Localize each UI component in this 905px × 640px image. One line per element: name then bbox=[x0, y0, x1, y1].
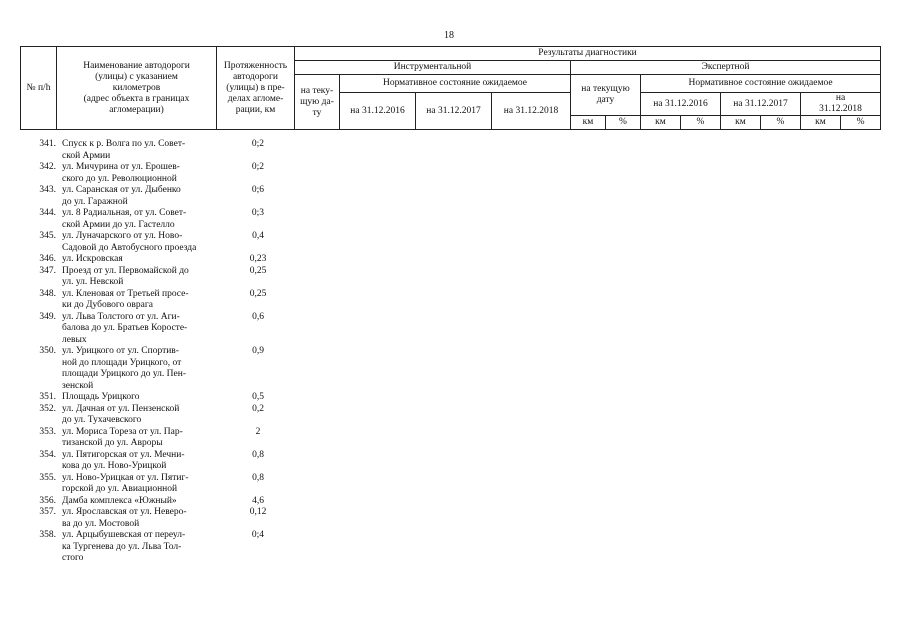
header-instr-2017: на 31.12.2017 bbox=[416, 93, 492, 130]
road-length: 0,25 bbox=[249, 265, 267, 276]
header-instr-2016: на 31.12.2016 bbox=[340, 93, 416, 130]
row-number: 358. bbox=[39, 530, 56, 540]
road-length: 0,25 bbox=[249, 288, 267, 299]
row-number: 352. bbox=[39, 403, 56, 414]
diagnostics-header-table bbox=[20, 46, 881, 130]
road-name: ул. Мориса Тореза от ул. Пар- тизанской до ул. Авроры bbox=[62, 426, 183, 448]
road-name: ул. Ново-Урицкая от ул. Пятиг- горской до ул. Авиационной bbox=[62, 472, 189, 494]
table-row bbox=[20, 530, 300, 565]
header-num: № п/h bbox=[21, 47, 57, 130]
row-number: 344. bbox=[39, 208, 56, 218]
row-number: 355. bbox=[39, 472, 56, 483]
table-row bbox=[20, 185, 300, 208]
row-number: 354. bbox=[39, 449, 56, 460]
road-length: 0,9 bbox=[252, 346, 264, 356]
row-number: 349. bbox=[39, 311, 56, 322]
row-number: 343. bbox=[39, 185, 56, 195]
road-length: 0,4 bbox=[252, 231, 264, 241]
road-length: 0,8 bbox=[252, 449, 264, 460]
table-row bbox=[20, 231, 300, 254]
header-instrumental: Инструментальной bbox=[295, 61, 571, 75]
road-length: 0;2 bbox=[251, 139, 265, 149]
road-length: 0;2 bbox=[251, 162, 265, 172]
table-row bbox=[20, 139, 300, 162]
header-length: Протяженность автодороги (улицы) в пре- делах агломе- рации, км bbox=[217, 47, 295, 130]
row-number: 356. bbox=[39, 495, 56, 506]
road-name: ул. Дачная от ул. Пензенской до ул. Тухачевского bbox=[62, 403, 180, 425]
header-current-date-expert: на текущую дату bbox=[571, 75, 641, 116]
road-length: 0,8 bbox=[252, 472, 264, 483]
road-length: 0,5 bbox=[252, 392, 264, 402]
table-row bbox=[20, 473, 300, 496]
table-row bbox=[20, 254, 300, 266]
row-number: 346. bbox=[39, 254, 56, 264]
row-number: 351. bbox=[39, 392, 56, 402]
table-row bbox=[20, 404, 300, 427]
unit-percent: % bbox=[681, 116, 721, 130]
header-expert-2018: на 31.12.2018 bbox=[801, 93, 881, 116]
road-length: 0;3 bbox=[251, 208, 265, 218]
row-number: 347. bbox=[39, 265, 56, 276]
table-row bbox=[20, 346, 300, 392]
road-name: ул. Мичурина от ул. Ерошев- ского до ул. Революционной bbox=[62, 162, 180, 184]
row-number: 341. bbox=[39, 139, 56, 149]
road-name: ул. Урицкого от ул. Спортив- ной до площади Урицкого, от площади Урицкого до ул. Пен- зенской bbox=[62, 346, 186, 391]
road-name: ул. Луначарского от ул. Ново- Садовой до Автобусного проезда bbox=[62, 231, 197, 253]
header-road-name: Наименование автодороги (улицы) с указанием километров (адрес объекта в границах агломерации) bbox=[57, 47, 217, 130]
unit-km: км bbox=[571, 116, 606, 130]
road-length: 4,6 bbox=[252, 495, 264, 506]
road-length: 0,12 bbox=[249, 507, 267, 517]
table-row bbox=[20, 450, 300, 473]
road-length: 0;4 bbox=[251, 530, 265, 540]
road-name: ул. 8 Радиальная, от ул. Совет- ской Армии до ул. Гастелло bbox=[62, 208, 187, 230]
table-row bbox=[20, 507, 300, 530]
road-name: ул. Саранская от ул. Дыбенко до ул. Гаражной bbox=[62, 185, 181, 207]
header-normative-expert: Нормативное состояние ожидаемое bbox=[641, 75, 881, 93]
table-row bbox=[20, 162, 300, 185]
unit-percent: % bbox=[761, 116, 801, 130]
unit-km: км bbox=[801, 116, 841, 130]
road-name: ул. Льва Толстого от ул. Аги- балова до ул. Братьев Коросте- левых bbox=[62, 311, 188, 345]
header-expert: Экспертной bbox=[571, 61, 881, 75]
row-number: 345. bbox=[39, 231, 56, 241]
road-length: 0,2 bbox=[252, 403, 264, 414]
road-name: Спуск к р. Волга по ул. Совет- ской Армии bbox=[62, 139, 186, 161]
header-expert-2017: на 31.12.2017 bbox=[721, 93, 801, 116]
row-number: 350. bbox=[39, 346, 56, 356]
header-diagnostics: Результаты диагностики bbox=[295, 47, 881, 61]
header-instr-2018: на 31.12.2018 bbox=[492, 93, 571, 130]
road-name: ул. Пятигорская от ул. Мечни- кова до ул. Ново-Урицкой bbox=[62, 449, 185, 471]
road-list bbox=[20, 139, 300, 565]
unit-percent: % bbox=[841, 116, 881, 130]
road-length: 0;6 bbox=[251, 185, 265, 195]
unit-km: км bbox=[641, 116, 681, 130]
table-row bbox=[20, 266, 300, 289]
table-row bbox=[20, 496, 300, 508]
table-row bbox=[20, 392, 300, 404]
header-expert-2016: на 31.12.2016 bbox=[641, 93, 721, 116]
header-current-date-instrumental: на теку- щую да- ту bbox=[295, 75, 340, 130]
road-length: 0,23 bbox=[249, 254, 267, 264]
road-name: ул. Арцыбушевская от переул- ка Тургенева до ул. Льва Тол- стого bbox=[62, 530, 186, 563]
row-number: 342. bbox=[39, 162, 56, 172]
row-number: 348. bbox=[39, 288, 56, 299]
table-row bbox=[20, 312, 300, 347]
road-name: ул. Кленовая от Третьей просе- ки до Дубового оврага bbox=[62, 288, 189, 310]
table-row bbox=[20, 289, 300, 312]
unit-percent: % bbox=[606, 116, 641, 130]
table-row bbox=[20, 208, 300, 231]
road-name: ул. Ярославская от ул. Неверо- ва до ул. Мостовой bbox=[62, 507, 187, 529]
page-number: 18 bbox=[444, 30, 454, 41]
row-number: 357. bbox=[39, 507, 56, 517]
row-number: 353. bbox=[39, 426, 56, 437]
road-name: ул. Искровская bbox=[62, 254, 123, 264]
table-row bbox=[20, 427, 300, 450]
header-normative-instrumental: Нормативное состояние ожидаемое bbox=[340, 75, 571, 93]
unit-km: км bbox=[721, 116, 761, 130]
road-name: Дамба комплекса «Южный» bbox=[62, 495, 177, 506]
road-length: 0,6 bbox=[252, 311, 264, 322]
road-name: Площадь Урицкого bbox=[62, 392, 140, 402]
road-name: Проезд от ул. Первомайской до ул. ул. Невской bbox=[62, 265, 189, 287]
road-length: 2 bbox=[255, 426, 261, 437]
